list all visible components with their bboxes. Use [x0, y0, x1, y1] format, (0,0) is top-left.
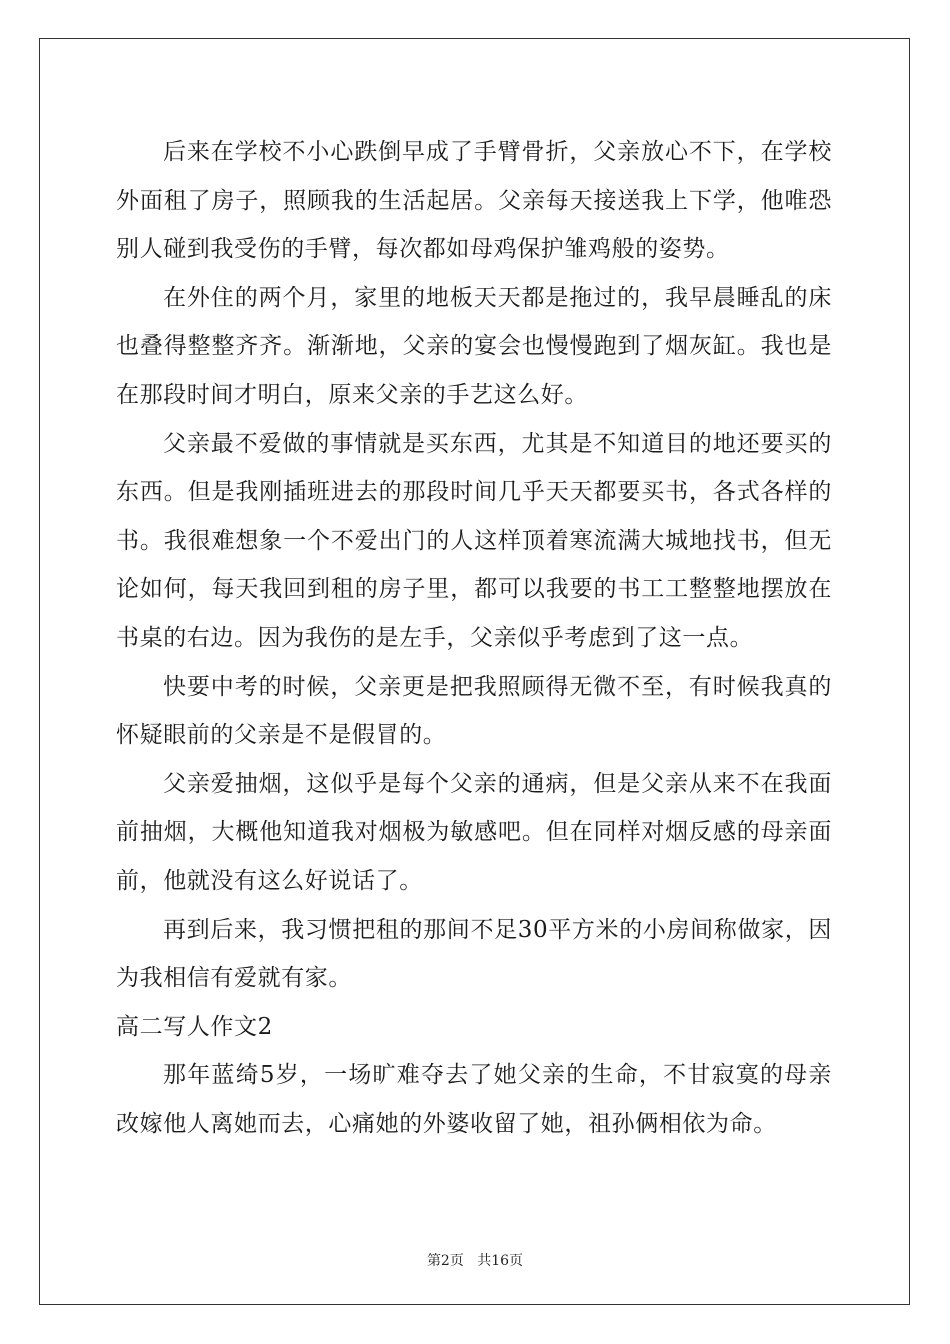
page-total: 共16页 [477, 1253, 524, 1269]
paragraph: 在外住的两个月，家里的地板天天都是拖过的，我早晨睡乱的床也叠得整整齐齐。渐渐地，父亲的宴会也慢慢跑到了烟灰缸。我也是在那段时间才明白，原来父亲的手艺这么好。 [116, 284, 832, 408]
document-body [116, 128, 832, 1148]
page-number: 第2页 [426, 1253, 464, 1269]
paragraph: 那年蓝绮5岁，一场旷难夺去了她父亲的生命，不甘寂寞的母亲改嫁他人离她而去，心痛她的外婆收留了她，祖孙俩相依为命。 [116, 1062, 832, 1137]
paragraph: 再到后来，我习惯把租的那间不足30平方米的小房间称做家，因为我相信有爱就有家。 [116, 916, 832, 992]
paragraph: 快要中考的时候，父亲更是把我照顾得无微不至，有时候我真的怀疑眼前的父亲是不是假冒的。 [116, 673, 832, 749]
paragraph: 父亲最不爱做的事情就是买东西，尤其是不知道目的地还要买的东西。但是我刚插班进去的那段时间几乎天天都要买书，各式各样的书。我很难想象一个不爱出门的人这样顶着寒流满大城地找书，但无论如何，每天我回到租的房子里，都可以我要的书工工整整地摆放在书桌的右边。因为我伤的是左手，父亲似乎考虑到了这一点。 [116, 430, 832, 651]
paragraph: 后来在学校不小心跌倒早成了手臂骨折，父亲放心不下，在学校外面租了房子，照顾我的生活起居。父亲每天接送我上下学，他唯恐别人碰到我受伤的手臂，每次都如母鸡保护雏鸡般的姿势。 [116, 139, 832, 263]
section-heading: 高二写人作文2 [116, 1013, 273, 1040]
page-footer [0, 1250, 950, 1270]
paragraph: 父亲爱抽烟，这似乎是每个父亲的通病，但是父亲从来不在我面前抽烟，大概他知道我对烟极为敏感吧。但在同样对烟反感的母亲面前，他就没有这么好说话了。 [116, 770, 832, 894]
